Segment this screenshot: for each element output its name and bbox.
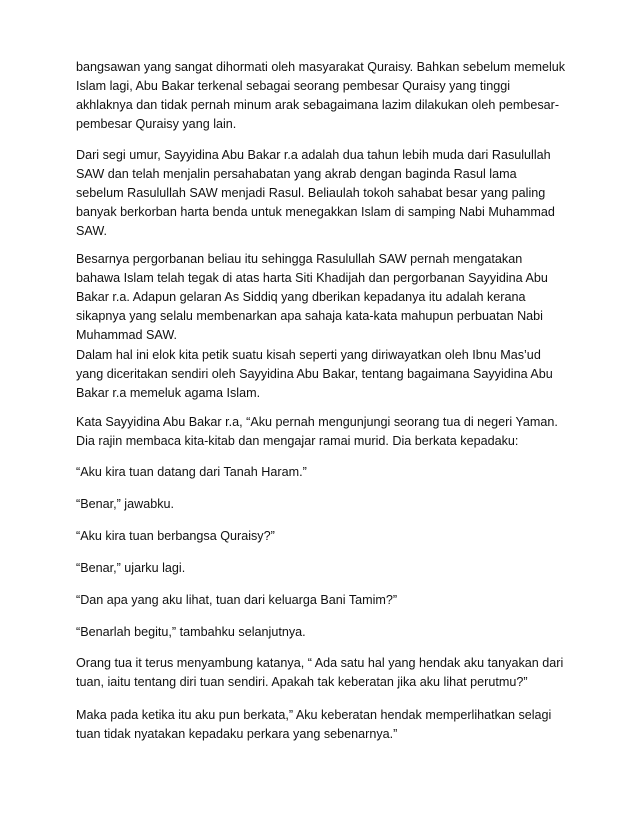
dialog-line-benarlah-begitu xyxy=(76,623,563,642)
text-line: bahawa Islam telah tegak di atas harta Siti Khadijah dan pergorbanan Sayyidina Abu xyxy=(76,271,548,285)
text-line: Besarnya pergorbanan beliau itu sehingga Rasulullah SAW pernah mengatakan xyxy=(76,252,523,266)
paragraph-ibnu-masud-story xyxy=(76,346,563,403)
paragraph-quraisy-nobility xyxy=(76,58,566,134)
text-line: Dari segi umur, Sayyidina Abu Bakar r.a adalah dua tahun lebih muda dari Rasulullah xyxy=(76,148,551,162)
document-page xyxy=(76,58,566,744)
text-line: banyak berkorban harta benda untuk menegakkan Islam di samping Nabi Muhammad xyxy=(76,205,555,219)
text-line: “Benarlah begitu,” tambahku selanjutnya. xyxy=(76,625,306,639)
text-line: Kata Sayyidina Abu Bakar r.a, “Aku pernah mengunjungi seorang tua di negeri Yaman. xyxy=(76,415,558,429)
text-line: sebelum Rasulullah SAW menjadi Rasul. Beliaulah tokoh sahabat besar yang paling xyxy=(76,186,546,200)
text-line: pembesar Quraisy yang lain. xyxy=(76,117,237,131)
paragraph-age-friendship xyxy=(76,146,563,241)
text-line: “Aku kira tuan datang dari Tanah Haram.” xyxy=(76,465,307,479)
dialog-line-quraisy xyxy=(76,527,563,546)
text-line: Bakar r.a memeluk agama Islam. xyxy=(76,386,261,400)
text-line: SAW dan telah menjalin persahabatan yang akrab dengan baginda Rasul lama xyxy=(76,167,517,181)
text-line: sikapnya yang selalu membenarkan apa sahaja kata-kata mahupun perbuatan Nabi xyxy=(76,309,543,323)
text-line: Bakar r.a. Adapun gelaran As Siddiq yang dberikan kepadanya itu adalah kerana xyxy=(76,290,526,304)
text-line: Orang tua it terus menyambung katanya, “ Ada satu hal yang hendak aku tanyakan dari xyxy=(76,656,564,670)
text-line: tuan, iaitu tentang diri tuan sendiri. Apakah tak keberatan jika aku lihat perutmu?” xyxy=(76,675,528,689)
paragraph-abu-bakar-reply xyxy=(76,706,563,744)
text-line: “Dan apa yang aku lihat, tuan dari keluarga Bani Tamim?” xyxy=(76,593,398,607)
paragraph-sacrifice-as-siddiq xyxy=(76,250,563,345)
text-line: Dalam hal ini elok kita petik suatu kisah seperti yang diriwayatkan oleh Ibnu Mas’ud xyxy=(76,348,541,362)
text-line: “Aku kira tuan berbangsa Quraisy?” xyxy=(76,529,275,543)
dialog-line-benar-ujarku xyxy=(76,559,563,578)
text-line: Muhammad SAW. xyxy=(76,328,178,342)
text-line: Dia rajin membaca kita-kitab dan mengajar ramai murid. Dia berkata kepadaku: xyxy=(76,434,519,448)
dialog-line-tanah-haram xyxy=(76,463,563,482)
paragraph-yemen-visit xyxy=(76,413,563,451)
text-line: tuan tidak nyatakan kepadaku perkara yang sebenarnya.” xyxy=(76,727,398,741)
paragraph-old-man-asks xyxy=(76,654,563,692)
text-line: SAW. xyxy=(76,224,108,238)
dialog-line-bani-tamim xyxy=(76,591,563,610)
text-line: Maka pada ketika itu aku pun berkata,” Aku keberatan hendak memperlihatkan selagi xyxy=(76,708,552,722)
text-line: akhlaknya dan tidak pernah minum arak sebagaimana lazim dilakukan oleh pembesar- xyxy=(76,98,560,112)
text-line: “Benar,” jawabku. xyxy=(76,497,175,511)
dialog-line-benar-jawabku xyxy=(76,495,563,514)
text-line: yang diceritakan sendiri oleh Sayyidina Abu Bakar, tentang bagaimana Sayyidina Abu xyxy=(76,367,553,381)
text-line: “Benar,” ujarku lagi. xyxy=(76,561,186,575)
text-line: Islam lagi, Abu Bakar terkenal sebagai seorang pembesar Quraisy yang tinggi xyxy=(76,79,511,93)
text-line: bangsawan yang sangat dihormati oleh masyarakat Quraisy. Bahkan sebelum memeluk xyxy=(76,60,566,74)
